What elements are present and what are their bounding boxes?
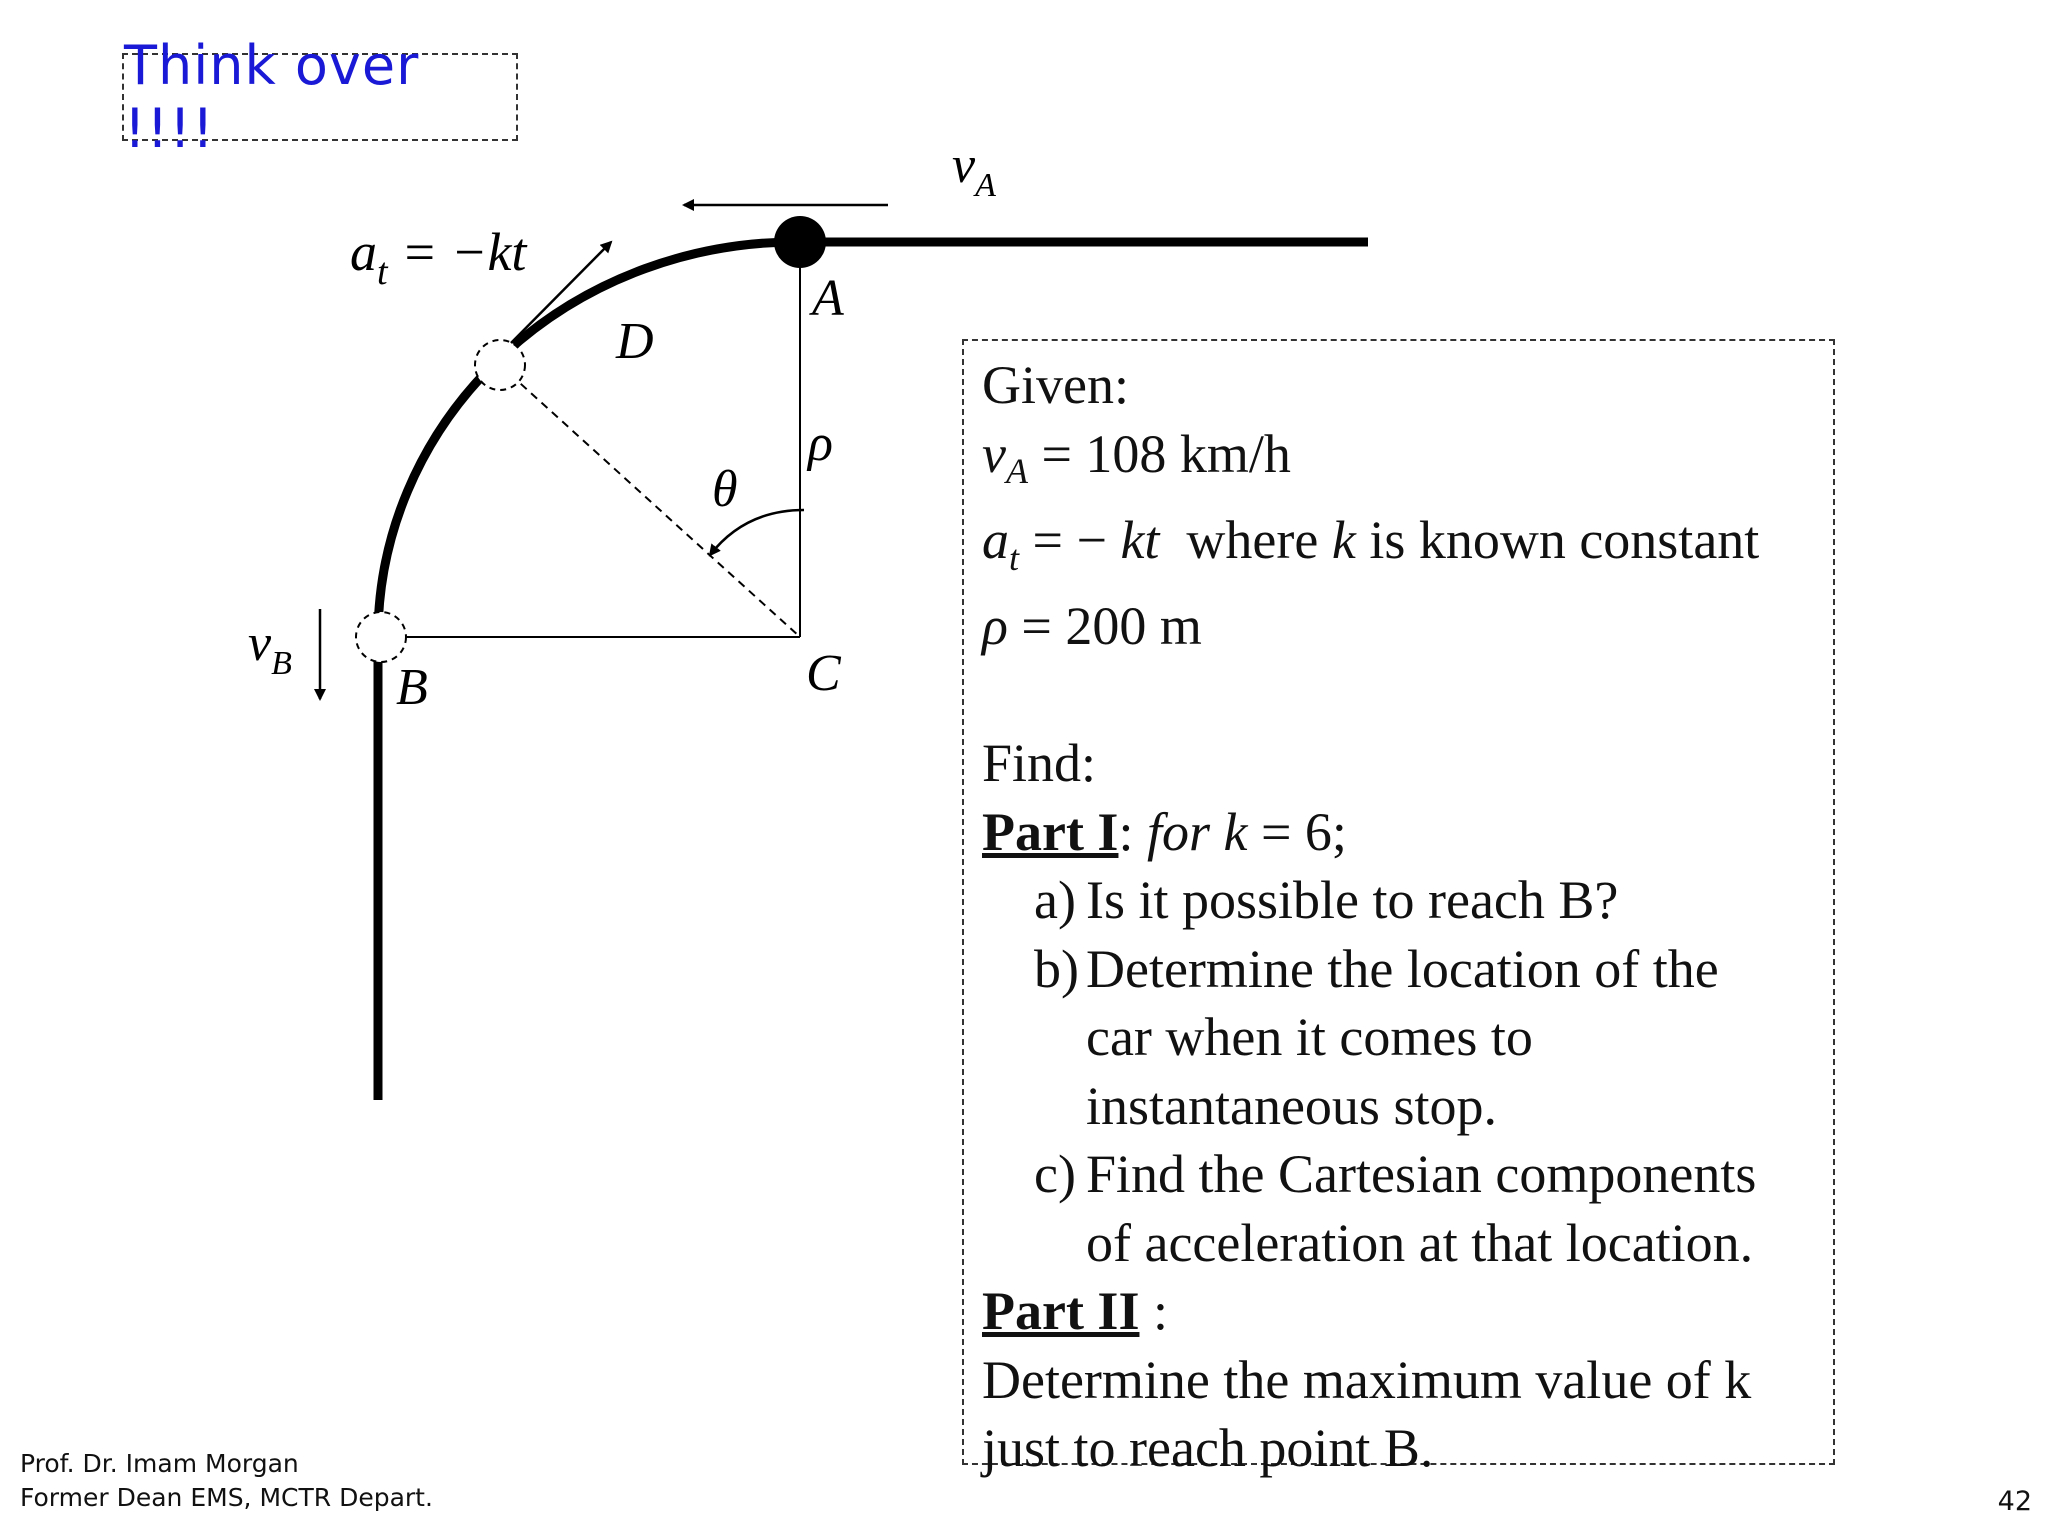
part2-line: Part II : xyxy=(982,1281,1168,1342)
given-rho: ρ = 200 m xyxy=(982,596,1202,657)
question-b: b) Determine the location of the car when it comes to instantaneous stop. xyxy=(1034,938,1719,1136)
label-B: B xyxy=(396,659,428,716)
part2-text-1: Determine the maximum value of k xyxy=(982,1349,1752,1410)
given-heading: Given: xyxy=(982,355,1129,415)
part1-line: Part I: for k = 6; xyxy=(982,801,1347,862)
car-position-D xyxy=(475,340,525,390)
question-a: a) Is it possible to reach B? xyxy=(1034,870,1619,931)
spacer xyxy=(982,661,1833,730)
label-vA: $v_A$ xyxy=(952,137,996,204)
car-at-A xyxy=(774,216,826,268)
footer-line-2: Former Dean EMS, MCTR Depart. xyxy=(20,1483,433,1512)
label-rho: ρ xyxy=(808,415,833,472)
label-A: A xyxy=(812,270,844,327)
label-at: $a_t = -kt$ xyxy=(350,222,527,293)
page-number: 42 xyxy=(1997,1486,2032,1517)
label-theta: θ xyxy=(712,461,738,518)
question-c: c) Find the Cartesian components of acceleration at that location. xyxy=(1034,1144,1757,1273)
footer-line-1: Prof. Dr. Imam Morgan xyxy=(20,1449,299,1478)
given-at: $a_t$ = − kt where k is known constant xyxy=(982,509,1760,578)
given-vA: $v_A = 108$ km/h xyxy=(982,423,1291,492)
label-C: C xyxy=(806,645,841,702)
car-position-B xyxy=(356,612,406,662)
problem-statement-box xyxy=(962,339,1835,1479)
slide-title: Think over !!!! xyxy=(124,34,420,160)
find-heading: Find: xyxy=(982,733,1097,794)
part2-text-2: just to reach point B. xyxy=(982,1418,1434,1479)
footer-author xyxy=(20,1447,433,1515)
label-vB: $v_B$ xyxy=(248,615,292,682)
label-D: D xyxy=(616,313,654,370)
radius-D-C xyxy=(500,365,800,637)
road-curve xyxy=(378,242,800,637)
